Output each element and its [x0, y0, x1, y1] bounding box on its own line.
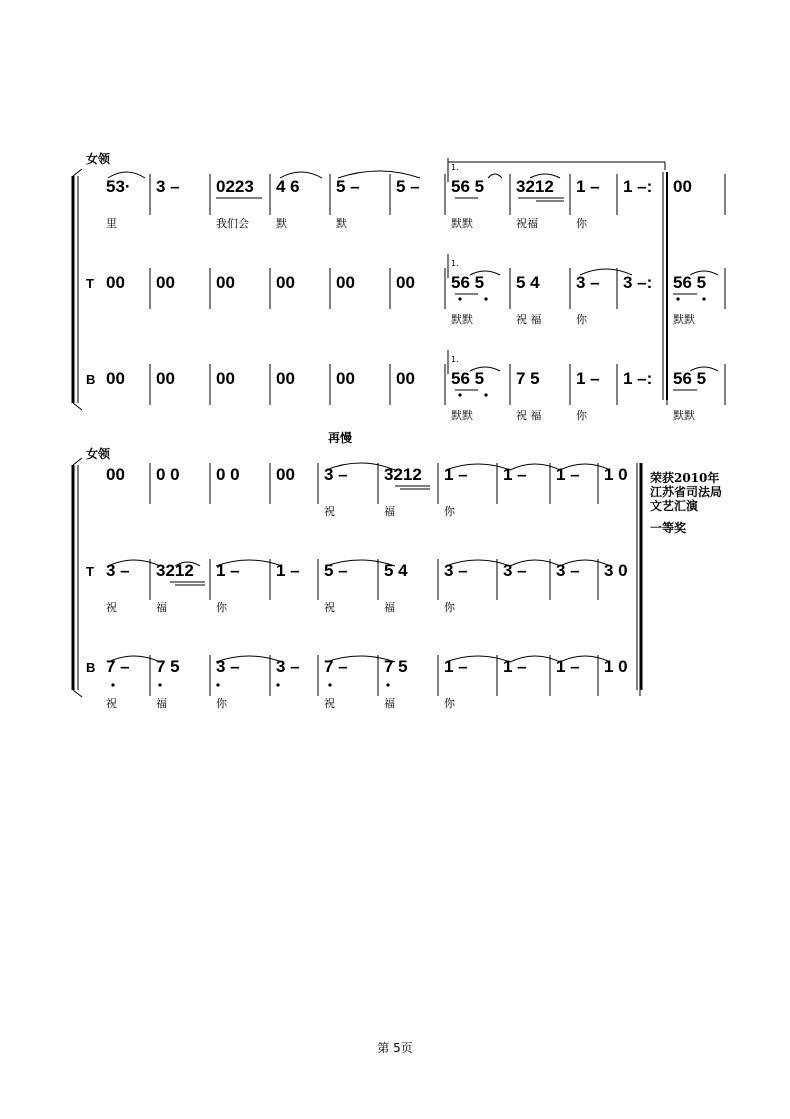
sys1-r0-notes: 3 –	[156, 177, 180, 196]
sys1-low-dot	[702, 297, 705, 300]
sys1-r0-lyric: 里	[106, 217, 117, 230]
sys1-r0-lyric: 默	[336, 217, 347, 230]
sys1-r2-lyric: 祝 福	[516, 409, 542, 422]
sys2-r2-lyric: 福	[156, 697, 167, 710]
sys2-r0-notes: 1 –	[444, 465, 468, 484]
sys2-r0-lyric: 祝	[324, 505, 335, 518]
sys1-low-dot	[676, 297, 679, 300]
sys2-award-line: 一等奖	[650, 521, 687, 535]
sys2-r1-notes: 1 –	[216, 561, 240, 580]
sys1-slur	[488, 174, 502, 178]
sys2-r2-lyric: 你	[444, 697, 455, 710]
sys1-r2-notes: 00	[396, 369, 415, 388]
sys2-r2-notes: 7 5	[384, 657, 408, 676]
sys2-r0-notes: 1 0	[604, 465, 628, 484]
sys2-r1-lyric: 你	[216, 601, 227, 614]
sys1-r2-lyric: 默默	[673, 409, 695, 422]
sys2-r2-notes: 3 –	[216, 657, 240, 676]
sys2-brace-hook-bottom	[73, 690, 82, 697]
sys1-r2-notes: 1 –:	[623, 369, 653, 388]
sys2-tempo-mark: 再慢	[327, 431, 353, 445]
sys1-volta-number: 1.	[451, 259, 459, 268]
sys2-brace-hook-top	[73, 458, 82, 465]
sys1-r2-lyric: 你	[576, 409, 587, 422]
sys1-r2-lyric: 默默	[451, 409, 473, 422]
sys1-r1-lyric: 默默	[673, 313, 695, 326]
sys2-r2-notes: 7 –	[324, 657, 348, 676]
sys2-low-dot	[158, 683, 161, 686]
sys1-r2-notes: 56 5	[673, 369, 707, 388]
sys1-r1-notes: 56 5	[673, 273, 707, 292]
sys2-r0-lyric: 你	[444, 505, 455, 518]
sys2-r1-lyric: 祝	[106, 601, 117, 614]
sys1-volta-number: 1.	[451, 355, 459, 364]
sys1-r2-notes: 00	[156, 369, 175, 388]
sys2-r1-notes: 3 –	[444, 561, 468, 580]
sys2-low-dot	[386, 683, 389, 686]
sys2-r0-lyric: 福	[384, 505, 395, 518]
sys1-low-dot	[458, 393, 461, 396]
sys1-low-dot	[458, 297, 461, 300]
sys2-low-dot	[328, 683, 331, 686]
sys1-r1-notes: 00	[336, 273, 355, 292]
sys1-r1-lyric: 默默	[451, 313, 473, 326]
sys1-low-dot	[484, 297, 487, 300]
sys1-r1-notes: 00	[106, 273, 125, 292]
sys1-r0-notes: 53·	[106, 177, 131, 196]
sys1-r1-notes: 5 4	[516, 273, 540, 292]
sys2-r1-lyric: 福	[384, 601, 395, 614]
sys2-r0-notes: 3 –	[324, 465, 348, 484]
sys1-brace-hook-top	[73, 169, 82, 176]
sys2-r2-notes: 7 5	[156, 657, 180, 676]
sys1-r1-notes: 00	[156, 273, 175, 292]
sys2-r1-lyric: 福	[156, 601, 167, 614]
sys2-r1-notes: 3 0	[604, 561, 628, 580]
sys1-r1-lyric: 你	[576, 313, 587, 326]
sys1-r0-lyric: 你	[576, 217, 587, 230]
sys1-r0-notes: 4 6	[276, 177, 300, 196]
sys1-r0-notes: 1 –	[576, 177, 600, 196]
sys1-volta-number: 1.	[451, 163, 459, 172]
sys1-voice-B: B	[86, 372, 96, 387]
sys2-award-line: 江苏省司法局	[650, 485, 723, 499]
sys1-r0-notes: 5 –	[336, 177, 360, 196]
sys1-r2-notes: 00	[336, 369, 355, 388]
sys2-r0-notes: 0 0	[156, 465, 180, 484]
sys2-low-dot	[111, 683, 114, 686]
sys1-r1-notes: 56 5	[451, 273, 485, 292]
sys1-r0-lyric: 祝福	[516, 217, 538, 230]
sys2-r0-notes: 00	[106, 465, 125, 484]
sys2-r0-notes: 1 –	[556, 465, 580, 484]
page-number: 第 5页	[377, 1041, 413, 1055]
sys2-r2-lyric: 祝	[324, 697, 335, 710]
sys2-r2-notes: 7 –	[106, 657, 130, 676]
sys1-lead-label: 女领	[86, 152, 111, 166]
sys2-r1-notes: 3212	[156, 561, 194, 580]
sys1-r2-notes: 00	[276, 369, 295, 388]
sys2-r2-lyric: 你	[216, 697, 227, 710]
sys2-r1-notes: 1 –	[276, 561, 300, 580]
sys1-r0-lyric: 默	[276, 217, 287, 230]
sys2-r1-lyric: 你	[444, 601, 455, 614]
sys1-r1-notes: 00	[396, 273, 415, 292]
sys2-r2-notes: 1 –	[503, 657, 527, 676]
sys1-r0-notes: 00	[673, 177, 692, 196]
sys1-r1-notes: 00	[276, 273, 295, 292]
sys1-r2-notes: 7 5	[516, 369, 540, 388]
sys2-lead-label: 女领	[86, 447, 111, 461]
sys2-r1-notes: 3 –	[106, 561, 130, 580]
sys1-r0-notes: 56 5	[451, 177, 485, 196]
sys2-r2-notes: 1 –	[444, 657, 468, 676]
sys1-r0-notes: 5 –	[396, 177, 420, 196]
sys2-r1-notes: 3 –	[503, 561, 527, 580]
sys1-r0-notes: 0223	[216, 177, 254, 196]
sys2-r2-notes: 3 –	[276, 657, 300, 676]
sys2-r1-notes: 5 –	[324, 561, 348, 580]
sys1-brace-hook-bottom	[73, 403, 82, 410]
sys2-r2-notes: 1 0	[604, 657, 628, 676]
sys1-r1-notes: 00	[216, 273, 235, 292]
sys2-r1-notes: 5 4	[384, 561, 408, 580]
sys1-r1-notes: 3 –:	[623, 273, 653, 292]
sys1-r2-notes: 00	[216, 369, 235, 388]
sys2-r1-lyric: 祝	[324, 601, 335, 614]
sys1-r2-notes: 1 –	[576, 369, 600, 388]
sys2-r1-notes: 3 –	[556, 561, 580, 580]
sys2-r0-notes: 00	[276, 465, 295, 484]
sys1-r2-notes: 00	[106, 369, 125, 388]
sys1-r1-notes: 3 –	[576, 273, 600, 292]
sys2-voice-B: B	[86, 660, 96, 675]
sys2-r2-notes: 1 –	[556, 657, 580, 676]
sys1-r0-notes: 3212	[516, 177, 554, 196]
sys1-r0-lyric: 默默	[451, 217, 473, 230]
sys2-award-line: 荣获2010年	[650, 471, 720, 485]
sys2-r0-notes: 1 –	[503, 465, 527, 484]
sys1-r0-lyric: 我们会	[216, 217, 249, 230]
sys2-low-dot	[216, 683, 219, 686]
sys2-r2-lyric: 福	[384, 697, 395, 710]
sys2-low-dot	[276, 683, 279, 686]
sys2-voice-T: T	[86, 564, 94, 579]
sys1-voice-T: T	[86, 276, 94, 291]
sys2-r0-notes: 0 0	[216, 465, 240, 484]
sys1-low-dot	[484, 393, 487, 396]
sys1-r0-notes: 1 –:	[623, 177, 653, 196]
sys1-r2-notes: 56 5	[451, 369, 485, 388]
sys2-award-line: 文艺汇演	[650, 499, 699, 513]
sys1-r1-lyric: 祝 福	[516, 313, 542, 326]
sys2-r0-notes: 3212	[384, 465, 422, 484]
sys2-r2-lyric: 祝	[106, 697, 117, 710]
